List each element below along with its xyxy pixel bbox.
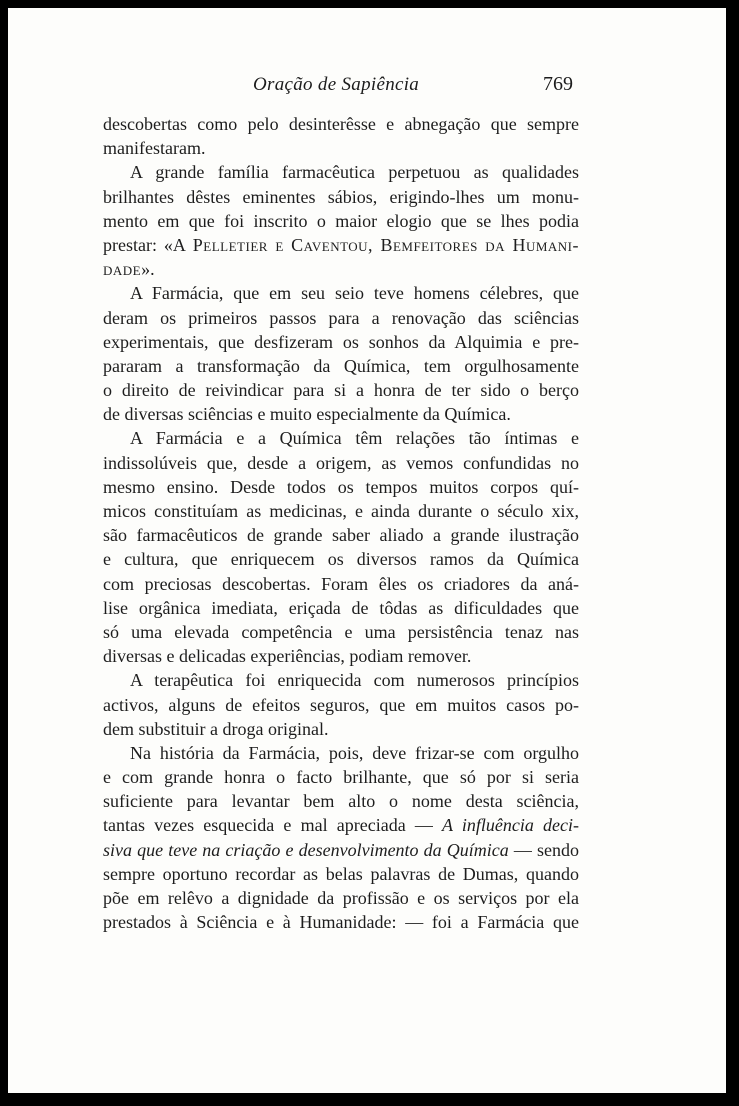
text-line: activos, alguns de efeitos seguros, que em muitos casos po- <box>103 694 579 715</box>
running-title: Oração de Sapiência <box>253 74 420 95</box>
text-line: A Farmácia, que em seu seio teve homens célebres, que <box>130 283 579 304</box>
page-header <box>8 74 726 100</box>
text-line: experimentais, que desfizeram os sonhos da Alquimia e pre- <box>103 331 579 352</box>
text-line: só uma elevada competência e uma persistência tenaz nas <box>103 621 579 642</box>
text-line: micos constituíam as medicinas, e ainda durante o século xix, <box>103 501 579 521</box>
text-block-b <box>103 281 579 813</box>
text-line: diversas e delicadas experiências, podiam remover. <box>103 646 472 667</box>
text-line: descobertas como pelo desinterêsse e abnegação que sempre <box>103 114 579 134</box>
text-line: suficiente para levantar bem alto o nome desta sciência, <box>103 791 579 812</box>
text-line-prefix: tantas vezes esquecida e mal apreciada — <box>103 815 443 836</box>
text-line: A Farmácia e a Química têm relações tão íntimas e <box>130 428 579 449</box>
text-line-suffix: — sendo <box>508 839 580 860</box>
text-line: e com grande honra o facto brilhante, que só por si seria <box>103 767 579 788</box>
italic-quote-end: siva que teve na criação e desenvolvimento da Química <box>103 839 509 860</box>
text-line: indissolúveis que, desde a origem, as vemos confundidas no <box>103 452 579 473</box>
text-line: manifestaram. <box>103 138 206 159</box>
text-line: brilhantes dêstes eminentes sábios, erigindo-lhes um monu- <box>103 186 579 207</box>
text-line <box>103 838 579 862</box>
text-line: e cultura, que enriquecem os diversos ramos da Química <box>103 549 579 570</box>
text-line: põe em relêvo a dignidade da profissão e os serviços por ela <box>103 888 579 908</box>
text-line: dem substituir a droga original. <box>103 718 329 739</box>
text-line: mesmo ensino. Desde todos os tempos muitos corpos quí- <box>103 476 579 497</box>
italic-quote-start: A influência deci- <box>442 815 579 836</box>
text-line: o direito de reivindicar para si a honra de ter sido o berço <box>103 380 579 401</box>
book-page <box>8 8 726 1093</box>
text-line: são farmacêuticos de grande saber aliado a grande ilustração <box>103 525 579 546</box>
text-line: prestados à Sciência e à Humanidade: — foi a Farmácia que <box>103 912 579 933</box>
text-line: Na história da Farmácia, pois, deve frizar-se com orgulho <box>130 742 579 763</box>
text-line: A grande família farmacêutica perpetuou as qualidades <box>130 162 579 183</box>
text-line: A terapêutica foi enriquecida com numerosos princípios <box>130 670 579 691</box>
text-line: deram os primeiros passos para a renovação das sciências <box>103 307 579 328</box>
text-line: mento em que foi inscrito o maior elogio que se lhes podia <box>103 210 579 231</box>
text-line: de diversas sciências e muito especialmente da Química. <box>103 404 511 425</box>
text-line: sempre oportuno recordar as belas palavras de Dumas, quando <box>103 863 579 884</box>
body-text <box>103 112 579 934</box>
text-line: lise orgânica imediata, eriçada de tôdas as dificuldades que <box>103 597 579 618</box>
text-line <box>103 257 579 281</box>
text-line-suffix: ». <box>141 259 155 280</box>
text-line: com preciosas descobertas. Foram êles os criadores da aná- <box>103 573 579 594</box>
inscription-smallcaps: A Pelletier e Caventou, Bemfeitores da Humani- <box>172 234 579 255</box>
text-line: pararam a transformação da Química, tem orgulhosamente <box>103 355 579 376</box>
text-block-a <box>103 112 579 233</box>
text-line <box>103 233 579 257</box>
page-number: 769 <box>543 73 573 95</box>
text-block-c <box>103 862 579 935</box>
inscription-smallcaps-end: dade <box>103 259 142 280</box>
text-line <box>103 813 579 837</box>
text-line-prefix: prestar: « <box>103 234 173 255</box>
